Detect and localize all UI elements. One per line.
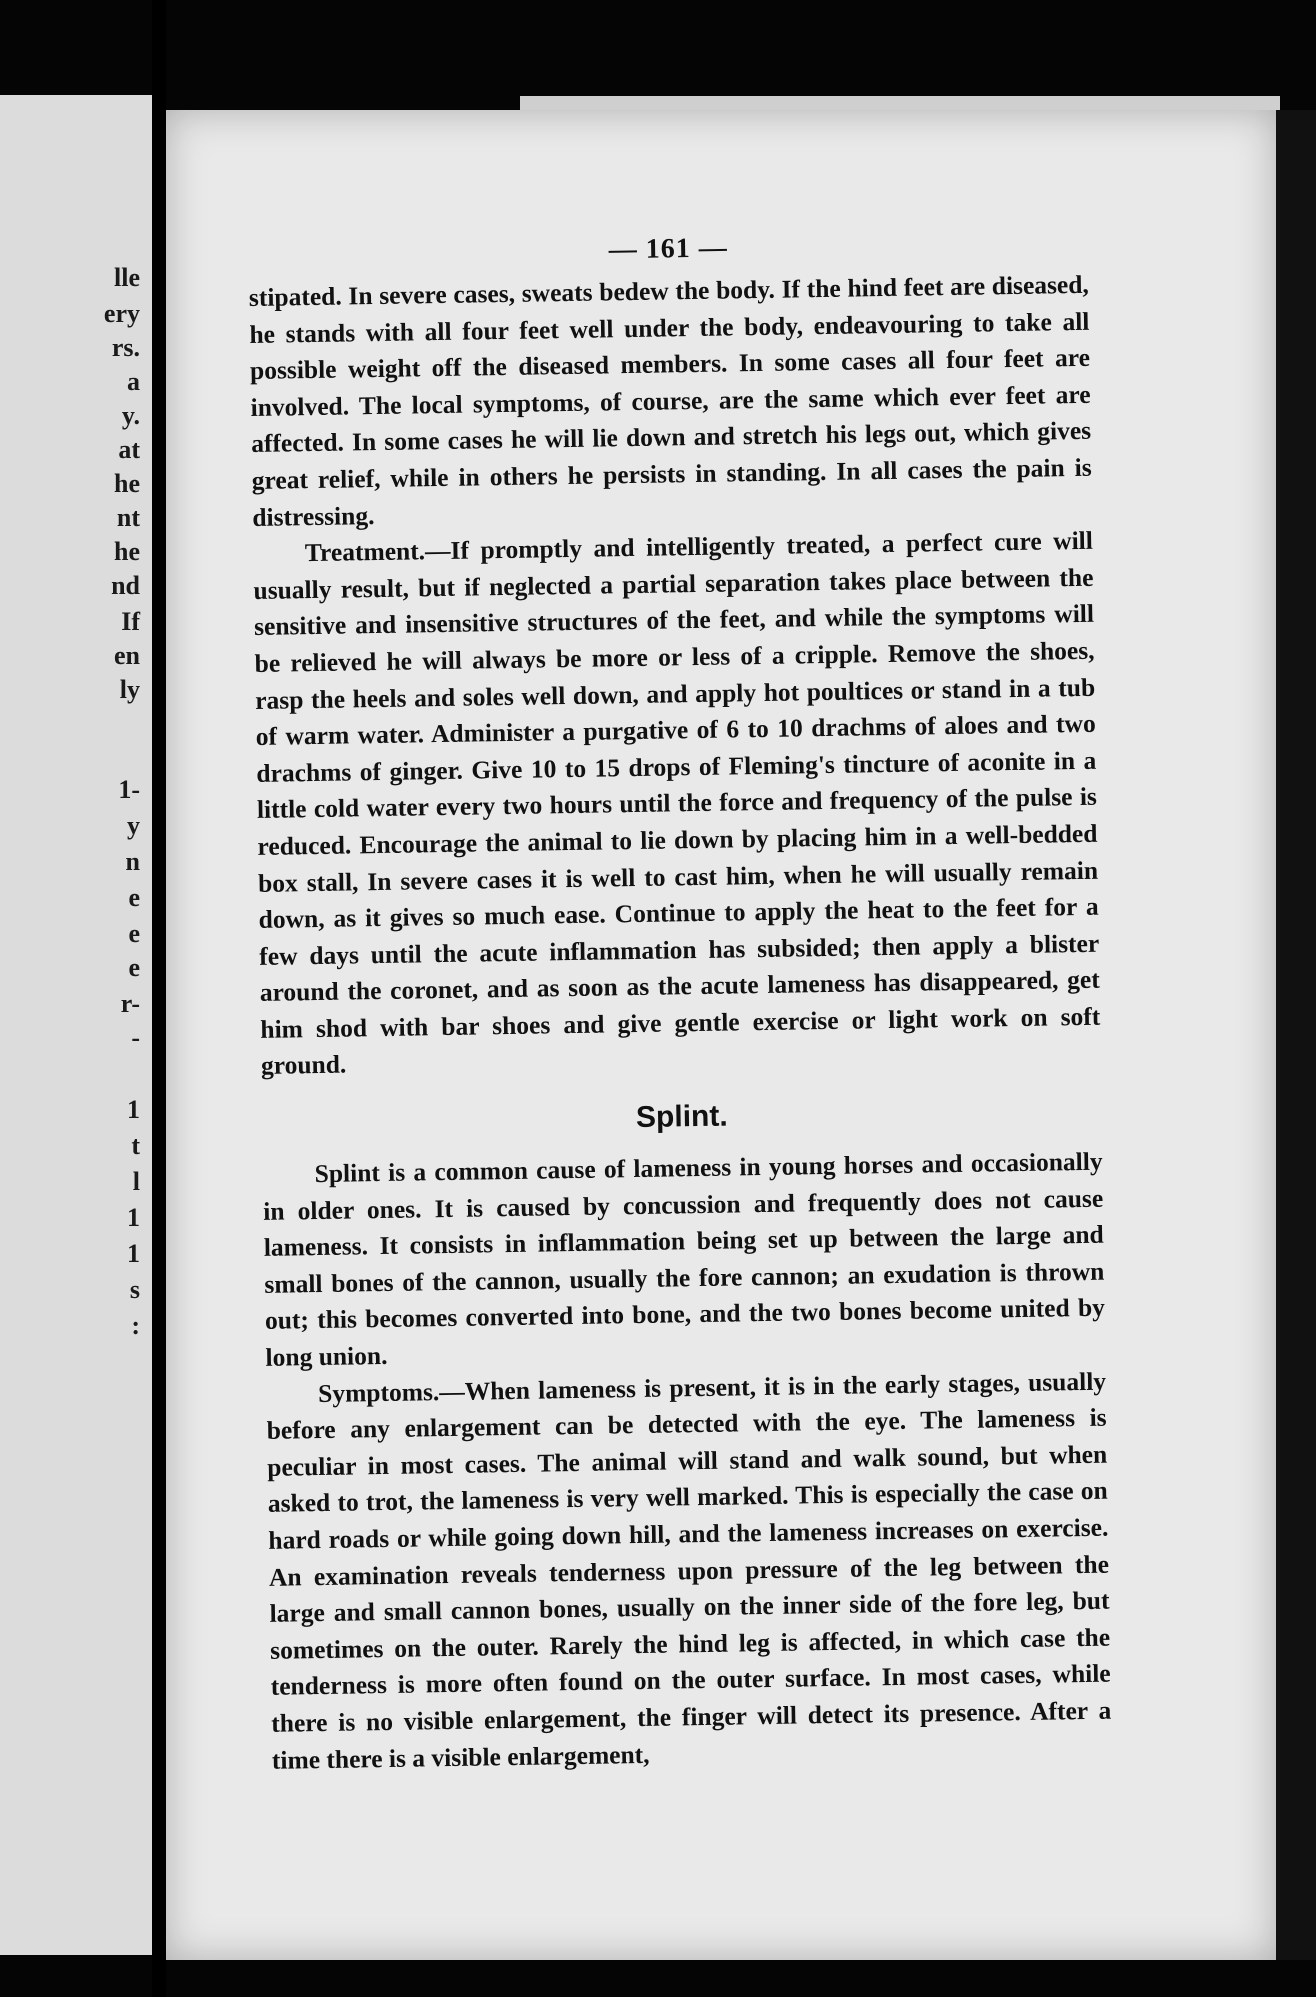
left-fragment: en [114, 641, 140, 670]
left-fragment: at [118, 435, 140, 464]
left-fragment: - [131, 1023, 140, 1052]
left-fragment: e [128, 919, 140, 948]
left-fragment: lle [114, 263, 140, 292]
left-facing-page [0, 95, 152, 1955]
book-gutter [152, 0, 166, 1997]
body-paragraph: Symptoms.—When lameness is present, it is in the early stages, usually before any enlargement can be detected with the eye. The lameness is peculiar in most cases. The animal will stand and walk sound, but when asked to trot, the lameness is very well marked. This is especially the case on hard roads or while going down hill, and the lameness increases on exercise. An examination reveals tenderness upon pressure of the leg between the large and small cannon bones, usually on the inner side of the fore leg, but sometimes on the outer. Rarely the hind leg is affected, in which case the tenderness is more often found on the outer surface. In most cases, while there is no visible enlargement, the finger will detect its presence. After a time there is a visible enlargement, [266, 1366, 1112, 1775]
page-text-block [248, 227, 1112, 1779]
section-heading: Splint. [635, 1099, 728, 1135]
left-fragment: l [132, 1167, 140, 1196]
left-fragment: r- [120, 989, 140, 1018]
page-number: — 161 — [608, 232, 728, 266]
left-fragment: e [128, 953, 140, 982]
left-fragment: y. [121, 401, 140, 430]
left-fragment: a [127, 367, 140, 396]
body-paragraph: Treatment.—If promptly and intelligently treated, a perfect cure will usually result, but if neglected a partial separation takes place between the sensitive and insensitive structures of the feet, and while the symptoms will be relieved he will always be more or less of a cripple. Remove the shoes, rasp the heels and soles well down, and apply hot poultices or stand in a tub of warm water. Administer a purgative of 6 to 10 drachms of aloes and two drachms of ginger. Give 10 to 15 drops of Fleming's tincture of aconite in a little cold water every two hours until the force and frequency of the pulse is reduced. Encourage the animal to lie down by placing him in a well-bedded box stall, In severe cases it is well to cast him, when he will usually remain down, as it gives so much ease. Continue to apply the heat to the feet for a few days until the acute inflammation has subsided; then apply a blister around the coronet, and as soon as the acute lameness has disappeared, get him shod with bar shoes and give gentle exercise or light work on soft ground. [253, 525, 1101, 1081]
left-fragment: y [127, 811, 140, 840]
left-fragment: 1 [127, 1095, 140, 1124]
left-fragment: e [128, 883, 140, 912]
body-paragraph: Splint is a common cause of lameness in young horses and occasionally in older ones. It is caused by concussion and frequently does not cause lameness. It consists in inflammation being set up between the large and small bones of the cannon, usually the fore cannon; an exudation is thrown out; this becomes converted into bone, and the two bones become united by long union. [263, 1146, 1106, 1372]
left-fragment: ly [119, 675, 140, 704]
body-paragraph: stipated. In severe cases, sweats bedew the body. If the hind feet are diseased, he stands with all four feet well under the body, endeavouring to take all possible weight off the diseased members. In some cases all four feet are involved. The local symptoms, of course, are the same which ever feet are affected. In some cases he will lie down and stretch his legs out, which gives great relief, while in others he persists in standing. In all cases the pain is distressing. [248, 269, 1092, 532]
left-fragment: he [114, 469, 140, 498]
page-right-edge [1276, 110, 1316, 1960]
left-fragment: t [131, 1131, 140, 1160]
left-fragment: he [114, 537, 140, 566]
left-fragment: s [129, 1275, 140, 1304]
left-fragment: nd [111, 571, 140, 600]
left-fragment: ery [103, 299, 140, 328]
left-fragment: n [125, 847, 140, 876]
left-fragment: If [121, 607, 140, 636]
left-fragment: : [131, 1311, 140, 1340]
left-fragment: 1- [118, 775, 140, 804]
left-fragment: 1 [127, 1239, 140, 1268]
left-fragment: 1 [127, 1203, 140, 1232]
left-fragment: rs. [111, 333, 140, 362]
left-page-text-fragments [0, 95, 152, 1955]
left-fragment: nt [116, 503, 140, 532]
